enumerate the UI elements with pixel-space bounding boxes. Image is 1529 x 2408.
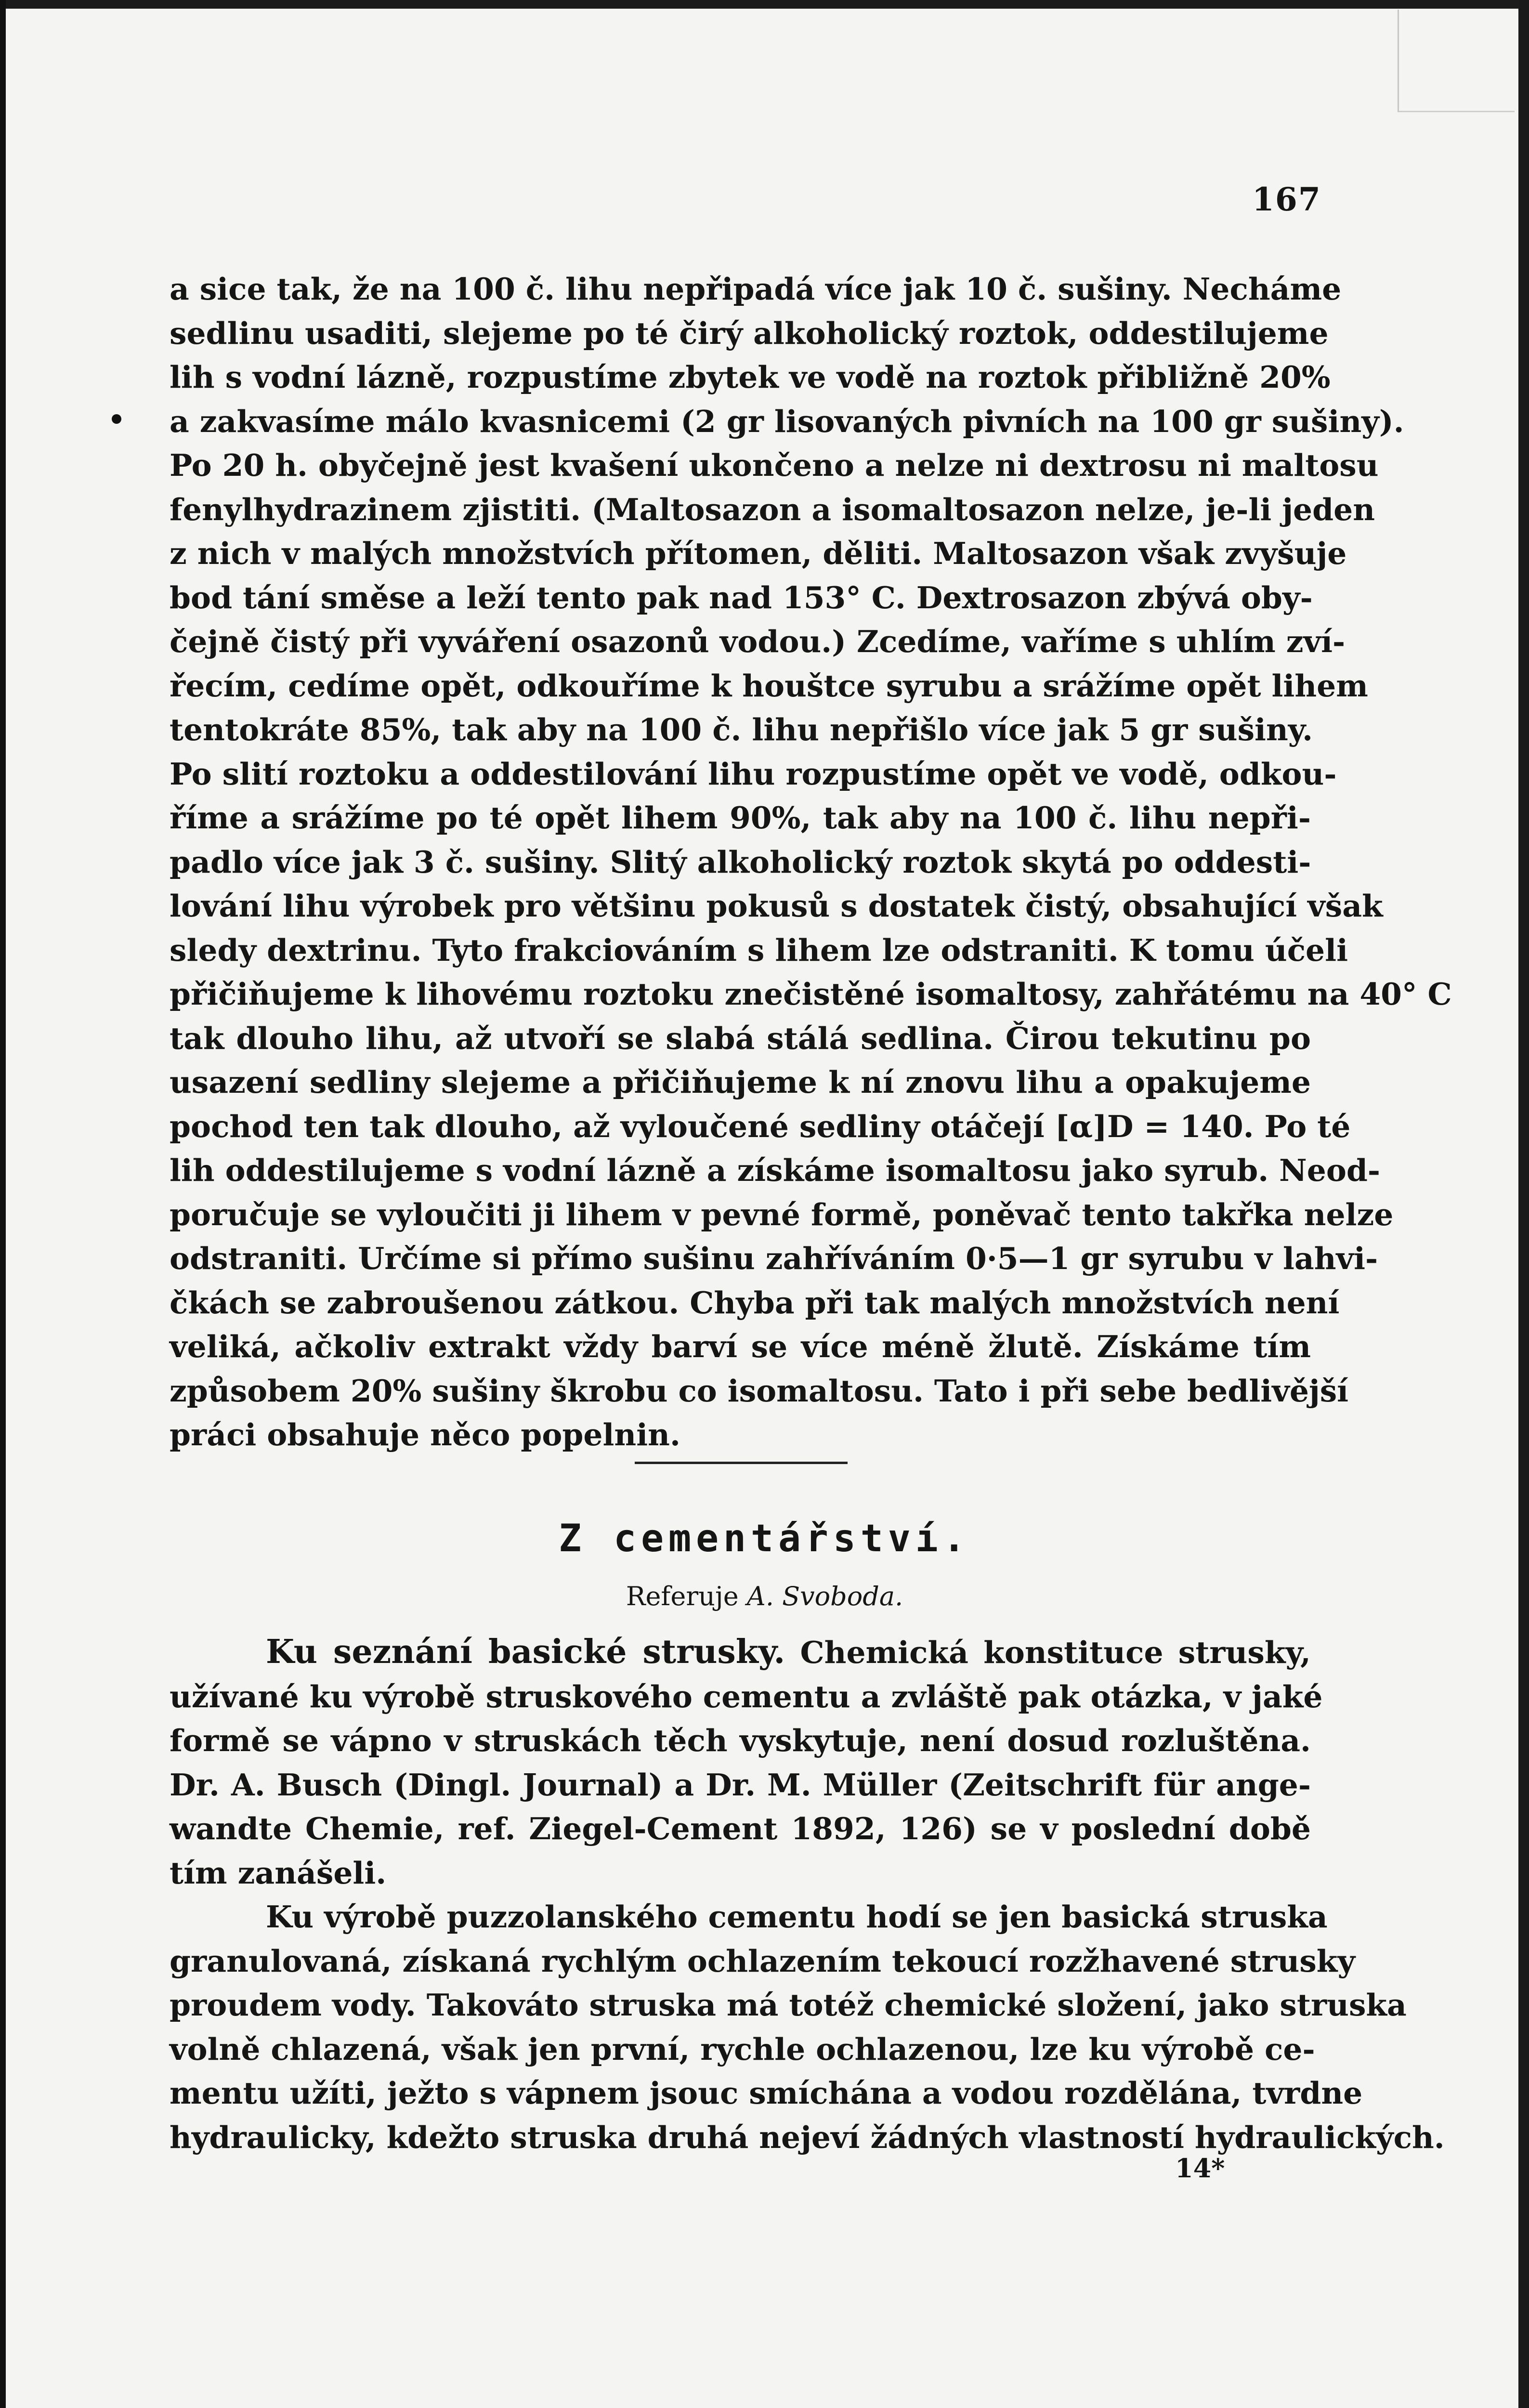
- byline-author: A. Svoboda.: [746, 1581, 903, 1611]
- text-line: sledy dextrinu. Tyto frakciováním s lihem lze odstraniti. K tomu účeli: [170, 932, 1348, 968]
- article-title: Ku seznání basické strusky.: [266, 1633, 785, 1671]
- text-line: přičiňujeme k lihovému roztoku znečistěné isomaltosy, zahřátému na 40° C: [170, 976, 1452, 1012]
- text-line: řecím, cedíme opět, odkouříme k houštce syrubu a srážíme opět lihem: [170, 667, 1368, 704]
- text-line: Dr. A. Busch (Dingl. Journal) a Dr. M. Müller (Zeitschrift für ange-: [170, 1767, 1311, 1803]
- text-line: Ku výrobě puzzolanského cementu hodí se jen basická struska: [266, 1899, 1328, 1935]
- text-line: způsobem 20% sušiny škrobu co isomaltosu. Tato i při sebe bedlivější: [170, 1373, 1349, 1409]
- text-line: odstraniti. Určíme si přímo sušinu zahříváním 0·5—1 gr syrubu v lahvi-: [170, 1241, 1378, 1276]
- margin-dot: [112, 414, 121, 424]
- text-line: z nich v malých množstvích přítomen, děliti. Maltosazon však zvyšuje: [170, 536, 1347, 571]
- text-line: práci obsahuje něco popelnin.: [170, 1417, 680, 1453]
- text-run: Chemická konstituce strusky,: [785, 1635, 1311, 1670]
- article-body: [170, 1630, 1445, 2159]
- text-line: bod tání směse a leží tento pak nad 153° C. Dextrosazon zbývá oby-: [170, 579, 1313, 615]
- text-line: tak dlouho lihu, až utvoří se slabá stálá sedlina. Čirou tekutinu po: [170, 1020, 1311, 1056]
- text-line: Po slití roztoku a oddestilování lihu rozpustíme opět ve vodě, odkou-: [170, 756, 1337, 792]
- text-line: veliká, ačkoliv extrakt vždy barví se více méně žlutě. Získáme tím: [170, 1329, 1311, 1364]
- text-line: tím zanášeli.: [170, 1855, 387, 1891]
- text-line: říme a srážíme po té opět lihem 90%, tak aby na 100 č. lihu nepři-: [170, 800, 1311, 836]
- text-line: formě se vápno v struskách těch vyskytuje, není dosud rozluštěna.: [170, 1723, 1311, 1758]
- text-line: čkách se zabroušenou zátkou. Chyba při tak malých množstvích není: [170, 1284, 1340, 1321]
- scan-border-left: [0, 0, 6, 2408]
- text-line: mentu užíti, ježto s vápnem jsouc smíchána a vodou rozdělána, tvrdne: [170, 2075, 1363, 2111]
- text-line: čejně čistý při vyváření osazonů vodou.) Zcedíme, vaříme s uhlím zví-: [170, 624, 1346, 659]
- byline: [0, 1581, 1529, 1611]
- scan-corner-artifact: [1398, 10, 1515, 112]
- signature-mark: 14*: [1175, 2153, 1225, 2184]
- scan-border-top: [0, 0, 1529, 9]
- text-line: poručuje se vyloučiti ji lihem v pevné formě, poněvač tento takřka nelze: [170, 1196, 1394, 1232]
- page-number: 167: [1252, 181, 1321, 218]
- text-line: lih oddestilujeme s vodní lázně a získáme isomaltosu jako syrub. Neod-: [170, 1152, 1381, 1188]
- text-line: volně chlazená, však jen první, rychle ochlazenou, lze ku výrobě ce-: [170, 2031, 1315, 2067]
- text-line: lih s vodní lázně, rozpustíme zbytek ve vodě na roztok přibližně 20%: [170, 359, 1331, 395]
- byline-prefix: Referuje: [626, 1581, 739, 1611]
- text-line: pochod ten tak dlouho, až vyloučené sedliny otáčejí [α]D = 140. Po té: [170, 1108, 1351, 1144]
- text-line: granulovaná, získaná rychlým ochlazením tekoucí rozžhavené strusky: [170, 1943, 1356, 1979]
- text-line: lování lihu výrobek pro většinu pokusů s dostatek čistý, obsahující však: [170, 888, 1383, 924]
- section-divider: [635, 1462, 848, 1464]
- scan-border-right: [1518, 0, 1529, 2408]
- text-line: užívané ku výrobě struskového cementu a zvláště pak otázka, v jaké: [170, 1678, 1323, 1714]
- text-line: padlo více jak 3 č. sušiny. Slitý alkoholický roztok skytá po oddesti-: [170, 844, 1311, 880]
- article-first-line: [170, 1630, 1311, 1675]
- text-line: a zakvasíme málo kvasnicemi (2 gr lisovaných pivních na 100 gr sušiny).: [170, 403, 1404, 439]
- section-title: Z cementářství.: [559, 1517, 970, 1560]
- text-line: hydraulicky, kdežto struska druhá nejeví žádných vlastností hydraulických.: [170, 2119, 1445, 2155]
- text-line: usazení sedliny slejeme a přičiňujeme k ní znovu lihu a opakujeme: [170, 1064, 1311, 1100]
- text-line: tentokráte 85%, tak aby na 100 č. lihu nepřišlo více jak 5 gr sušiny.: [170, 712, 1313, 747]
- text-line: fenylhydrazinem zjistiti. (Maltosazon a isomaltosazon nelze, je-li jeden: [170, 491, 1375, 527]
- continued-text: [170, 267, 1452, 1457]
- text-line: sedlinu usaditi, slejeme po té čirý alkoholický roztok, oddestilujeme: [170, 315, 1329, 351]
- text-line: wandte Chemie, ref. Ziegel-Cement 1892, 126) se v poslední době: [170, 1811, 1311, 1846]
- text-line: proudem vody. Takováto struska má totéž chemické složení, jako struska: [170, 1987, 1407, 2023]
- text-line: a sice tak, že na 100 č. lihu nepřipadá více jak 10 č. sušiny. Necháme: [170, 271, 1342, 307]
- text-line: Po 20 h. obyčejně jest kvašení ukončeno a nelze ni dextrosu ni maltosu: [170, 447, 1379, 483]
